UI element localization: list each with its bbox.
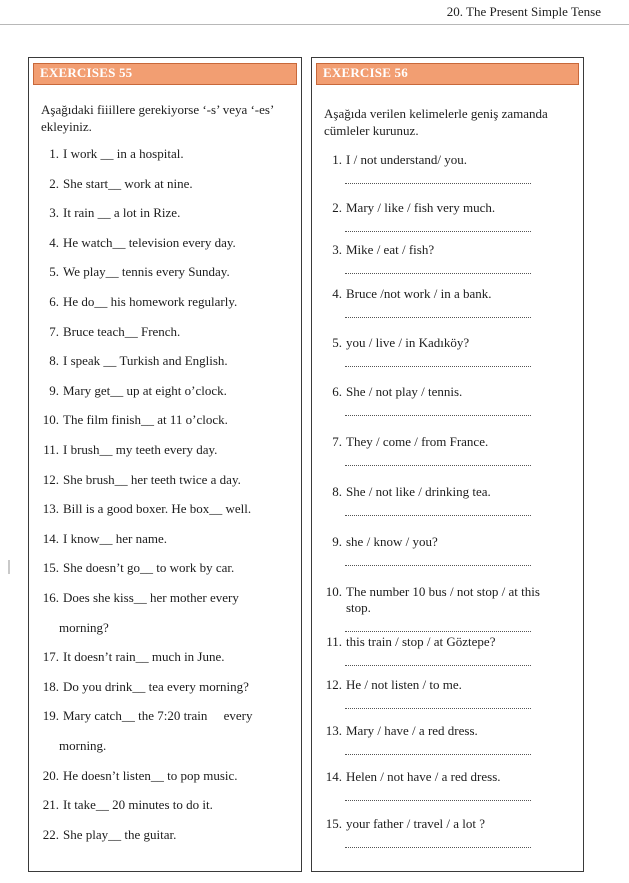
exercise-55-box xyxy=(28,57,302,872)
scan-mark xyxy=(8,560,10,574)
answer-line[interactable] xyxy=(345,706,531,709)
item-text: The film finish__ at 11 o’clock. xyxy=(63,412,228,428)
answer-line[interactable] xyxy=(345,413,531,416)
item-number: 4. xyxy=(49,234,59,250)
item-number: 8. xyxy=(49,353,59,369)
answer-line[interactable] xyxy=(345,845,531,848)
item-number: 13. xyxy=(325,723,342,738)
item-text: Bruce teach__ French. xyxy=(63,323,181,339)
item-number: 12. xyxy=(42,471,59,487)
item-text: She start__ work at nine. xyxy=(63,175,193,191)
item-text: this train / stop / at Göztepe? xyxy=(346,634,496,649)
item-text: She play__ the guitar. xyxy=(63,826,177,842)
item-number: 12. xyxy=(325,677,342,692)
answer-line[interactable] xyxy=(345,229,531,232)
item-text: Bruce /not work / in a bank. xyxy=(346,286,492,301)
item-number: 7. xyxy=(49,323,59,339)
item-text: We play__ tennis every Sunday. xyxy=(63,264,230,280)
item-number: 8. xyxy=(332,484,342,499)
item-number: 15. xyxy=(325,816,342,831)
item-text: I brush__ my teeth every day. xyxy=(63,442,218,457)
item-text: Mary / have / a red dress. xyxy=(346,723,478,738)
answer-line[interactable] xyxy=(345,271,531,274)
item-text: It take__ 20 minutes to do it. xyxy=(63,797,213,813)
item-number: 6. xyxy=(49,294,59,309)
item-number: 4. xyxy=(332,286,342,301)
item-number: 14. xyxy=(42,530,59,546)
answer-line[interactable] xyxy=(345,513,531,516)
item-text: Mike / eat / fish? xyxy=(346,242,435,257)
item-number: 13. xyxy=(42,501,59,517)
item-text: I / not understand/ you. xyxy=(346,152,467,167)
item-text: He do__ his homework regularly. xyxy=(63,294,238,309)
answer-line[interactable] xyxy=(345,752,531,755)
item-number: 21. xyxy=(42,797,59,813)
item-number: 6. xyxy=(332,384,342,399)
item-text: She / not like / drinking tea. xyxy=(346,484,491,499)
item-number: 3. xyxy=(49,205,59,221)
item-text: Does she kiss__ her mother every xyxy=(63,590,239,605)
item-number: 5. xyxy=(49,264,59,280)
item-number: 20. xyxy=(42,767,59,783)
item-number: 3. xyxy=(332,242,342,257)
item-number: 2. xyxy=(49,175,59,191)
item-number: 22. xyxy=(42,826,59,842)
item-text-continued: morning? xyxy=(59,619,109,635)
exercise-55-instruction: Aşağıdaki fiiillere gerekiyorse ‘-s’ veya ‘-es’ ekleyiniz. xyxy=(41,102,274,134)
item-text: He doesn’t listen__ to pop music. xyxy=(63,767,238,783)
item-number: 9. xyxy=(332,534,342,549)
item-text: It doesn’t rain__ much in June. xyxy=(63,649,225,665)
exercise-55-title: EXERCISES 55 xyxy=(40,65,133,80)
answer-line[interactable] xyxy=(345,181,531,184)
exercise-55-title-band xyxy=(33,63,297,85)
answer-line[interactable] xyxy=(345,364,531,367)
item-number: 10. xyxy=(325,584,342,599)
exercise-56-title: EXERCISE 56 xyxy=(323,65,408,80)
item-text: She brush__ her teeth twice a day. xyxy=(63,471,241,487)
item-text: Helen / not have / a red dress. xyxy=(346,769,501,784)
item-number: 9. xyxy=(49,382,59,398)
item-number: 18. xyxy=(42,678,59,694)
item-text: you / live / in Kadıköy? xyxy=(346,335,470,350)
item-text: Mary catch__ the 7:20 train every xyxy=(63,708,253,724)
item-number: 2. xyxy=(332,200,342,215)
item-text: I know__ her name. xyxy=(63,530,167,546)
item-number: 15. xyxy=(42,560,59,576)
item-text-continued: morning. xyxy=(59,738,107,753)
answer-line[interactable] xyxy=(345,463,531,466)
item-number: 16. xyxy=(42,590,59,605)
item-number: 7. xyxy=(332,434,342,449)
exercise-56-box xyxy=(311,57,584,872)
answer-line[interactable] xyxy=(345,663,531,666)
exercise-56-title-band xyxy=(316,63,579,85)
item-number: 14. xyxy=(325,769,342,784)
item-number: 19. xyxy=(42,708,59,724)
item-number: 10. xyxy=(42,412,59,428)
item-text: Mary / like / fish very much. xyxy=(346,200,496,215)
item-text-continued: stop. xyxy=(346,600,371,615)
item-text: Bill is a good boxer. He box__ well. xyxy=(63,501,252,517)
answer-line[interactable] xyxy=(345,315,531,318)
item-text: He / not listen / to me. xyxy=(346,677,462,692)
answer-line[interactable] xyxy=(345,563,531,566)
item-number: 11. xyxy=(326,634,342,649)
item-text: your father / travel / a lot ? xyxy=(346,816,485,831)
item-text: she / know / you? xyxy=(346,534,438,549)
item-text: He watch__ television every day. xyxy=(63,234,236,250)
item-text: I speak __ Turkish and English. xyxy=(63,353,228,369)
item-text: The number 10 bus / not stop / at this xyxy=(346,584,540,599)
item-text: It rain __ a lot in Rize. xyxy=(63,205,181,221)
exercise-56-instruction: Aşağıda verilen kelimelerle geniş zamanda cümleler kurunuz. xyxy=(324,106,548,138)
item-text: She / not play / tennis. xyxy=(346,384,463,399)
header-rule xyxy=(0,24,629,25)
item-text: Mary get__ up at eight o’clock. xyxy=(63,382,227,398)
item-number: 17. xyxy=(42,649,59,665)
item-text: Do you drink__ tea every morning? xyxy=(63,678,249,694)
item-number: 1. xyxy=(332,152,342,167)
answer-line[interactable] xyxy=(345,629,531,632)
answer-line[interactable] xyxy=(345,798,531,801)
running-head: 20. The Present Simple Tense xyxy=(446,4,601,19)
item-text: I work __ in a hospital. xyxy=(63,146,184,161)
item-number: 11. xyxy=(43,442,59,457)
item-number: 5. xyxy=(332,335,342,350)
item-text: They / come / from France. xyxy=(346,434,489,449)
item-text: She doesn’t go__ to work by car. xyxy=(63,560,235,576)
item-number: 1. xyxy=(49,146,59,161)
